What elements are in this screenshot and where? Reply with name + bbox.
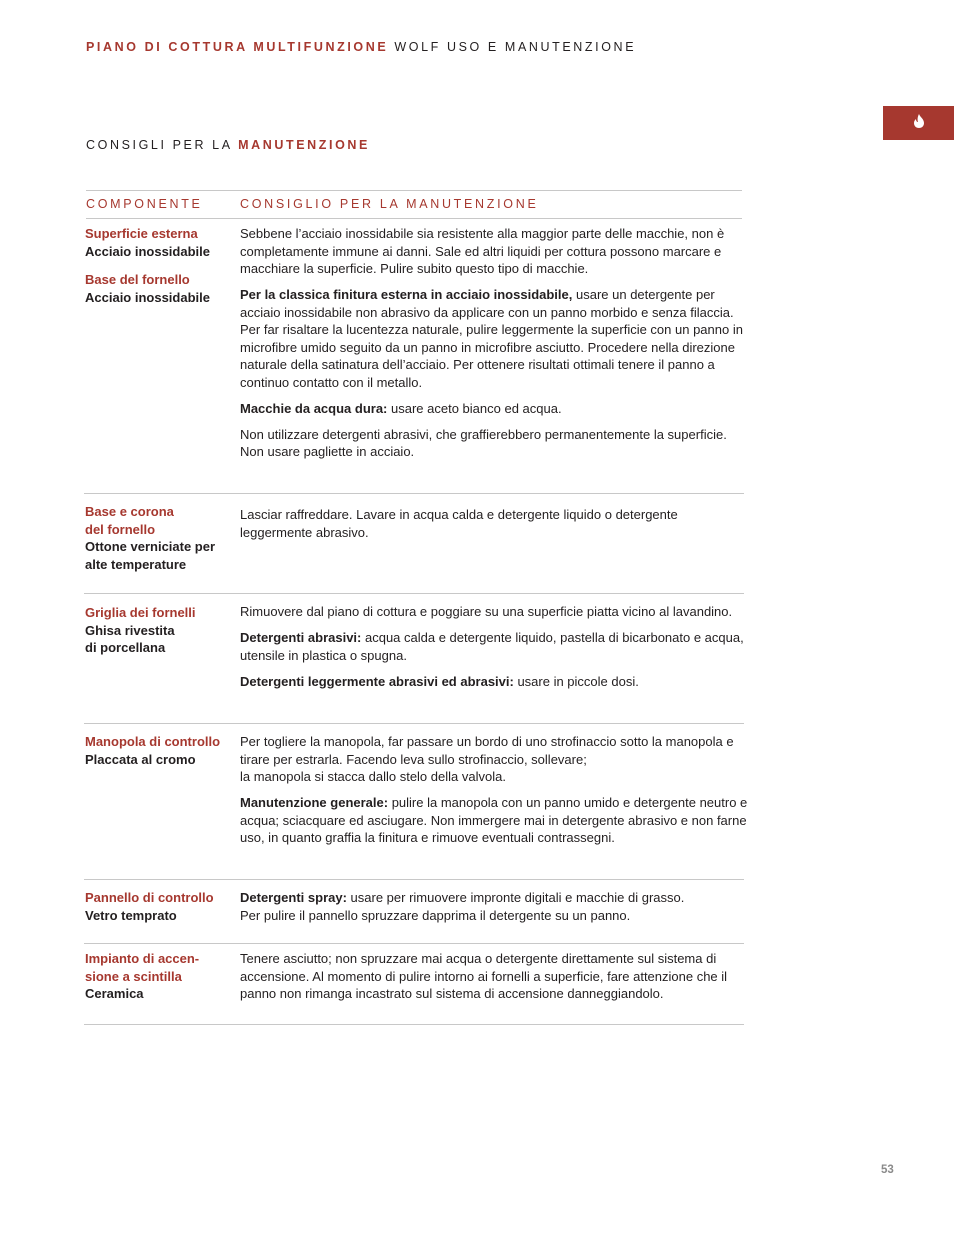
component-name: Base del fornello	[85, 272, 190, 287]
component-material: Placcata al cromo	[85, 751, 196, 767]
column-header-advice: CONSIGLIO PER LA MANUTENZIONE	[240, 197, 539, 211]
advice-paragraph: Per togliere la manopola, far passare un bordo di uno strofinaccio sotto la manopola e tirare per estrarla. Facendo leva sullo strofinaccio, sollevare; la manopola si stacca dallo stelo della valvola.	[240, 734, 734, 784]
component-cell	[85, 503, 235, 573]
table-row	[84, 950, 744, 1025]
advice-paragraph: Rimuovere dal piano di cottura e poggiare su una superficie piatta vicino al lavandino.	[240, 604, 733, 619]
section-title	[86, 138, 370, 152]
component-name: Impianto di accen- sione a scintilla	[85, 951, 200, 984]
header-title-rest: WOLF USO E MANUTENZIONE	[394, 40, 637, 54]
table-top-rule	[86, 190, 742, 191]
component-cell	[85, 225, 235, 306]
header-title-bold: PIANO DI COTTURA MULTIFUNZIONE	[86, 40, 389, 54]
table-row	[84, 889, 744, 944]
advice-paragraph: Sebbene l’acciaio inossidabile sia resistente alla maggior parte delle macchie, non è completamente immune ai danni. Sale ed altri liquidi per cottura possono marcare e macchiare la superficie. Pulire subito questo tipo di macchie.	[240, 226, 725, 276]
section-tab	[883, 106, 954, 140]
advice-cell	[240, 950, 755, 1011]
advice-paragraph: Per la classica finitura esterna in acciaio inossidabile, usare un detergente per acciaio inossidabile non abrasivo da applicare con un panno morbido e senza filaccia. Per far risaltare la lucentezza naturale, pulire leggermente la superficie con un panno in microfibre umido seguito da un panno in microfibre asciutto. Procedere nella direzione naturale della satinatura dell’acciaio. Per ottenere risultati ottimali tenere il panno a continuo contatto con il metallo.	[240, 287, 743, 390]
component-cell	[85, 950, 235, 1003]
advice-paragraph: Detergenti spray: usare per rimuovere impronte digitali e macchie di grasso. Per pulire il pannello spruzzare dapprima il detergente su un panno.	[240, 890, 685, 923]
component-material: Vetro temprato	[85, 907, 177, 923]
component-material: Ottone verniciate per alte temperature	[85, 539, 216, 572]
column-header-component: COMPONENTE	[86, 197, 203, 211]
component-name: Superficie esterna	[85, 226, 198, 241]
advice-paragraph: Manutenzione generale: pulire la manopola con un panno umido e detergente neutro e acqua; sciacquare ed asciugare. Non immergere mai in detergente abrasivo e non farne uso, in quanto graffia la finitura e rimuove eventuali contrassegni.	[240, 795, 748, 845]
section-title-prefix: CONSIGLI PER LA	[86, 138, 232, 152]
advice-paragraph: Macchie da acqua dura: usare aceto bianco ed acqua.	[240, 400, 562, 416]
component-cell	[85, 733, 235, 768]
advice-cell	[240, 506, 752, 550]
column-header-rule	[86, 218, 742, 219]
advice-cell	[240, 889, 752, 933]
advice-paragraph: Non utilizzare detergenti abrasivi, che graffierebbero permanentemente la superficie. Non usare pagliette in acciaio.	[240, 426, 727, 459]
table-row	[84, 503, 744, 594]
component-name: Pannello di controllo	[85, 890, 214, 905]
component-material: Ghisa rivestita di porcellana	[85, 622, 175, 655]
advice-cell	[240, 733, 752, 855]
component-material: Acciaio inossidabile	[85, 243, 210, 259]
table-row	[84, 225, 744, 494]
component-name: Griglia dei fornelli	[85, 605, 196, 620]
section-title-bold: MANUTENZIONE	[238, 138, 370, 152]
flame-icon	[913, 114, 925, 133]
advice-cell	[240, 225, 752, 469]
component-name: Base e corona del fornello	[85, 504, 174, 537]
advice-paragraph: Detergenti leggermente abrasivi ed abrasivi: usare in piccole dosi.	[240, 673, 639, 689]
advice-paragraph: Tenere asciutto; non spruzzare mai acqua o detergente direttamente sul sistema di accensione. Al momento di pulire intorno ai fornelli a superficie, fare attenzione che il panno non rimanga incastrato sul sistema di accensione danneggiandolo.	[240, 951, 728, 1001]
component-material: Acciaio inossidabile	[85, 289, 210, 305]
table-row	[84, 603, 744, 724]
advice-paragraph: Lasciar raffreddare. Lavare in acqua calda e detergente liquido o detergente leggermente abrasivo.	[240, 507, 678, 540]
advice-paragraph: Detergenti abrasivi: acqua calda e detergente liquido, pastella di bicarbonato e acqua, utensile in plastica o spugna.	[240, 630, 744, 663]
running-header	[86, 40, 636, 54]
component-material: Ceramica	[85, 986, 144, 1001]
advice-cell	[240, 603, 752, 699]
page-number: 53	[881, 1164, 894, 1176]
component-cell	[85, 889, 235, 924]
table-row	[84, 733, 748, 880]
component-name: Manopola di controllo	[85, 734, 221, 749]
component-cell	[85, 604, 235, 657]
